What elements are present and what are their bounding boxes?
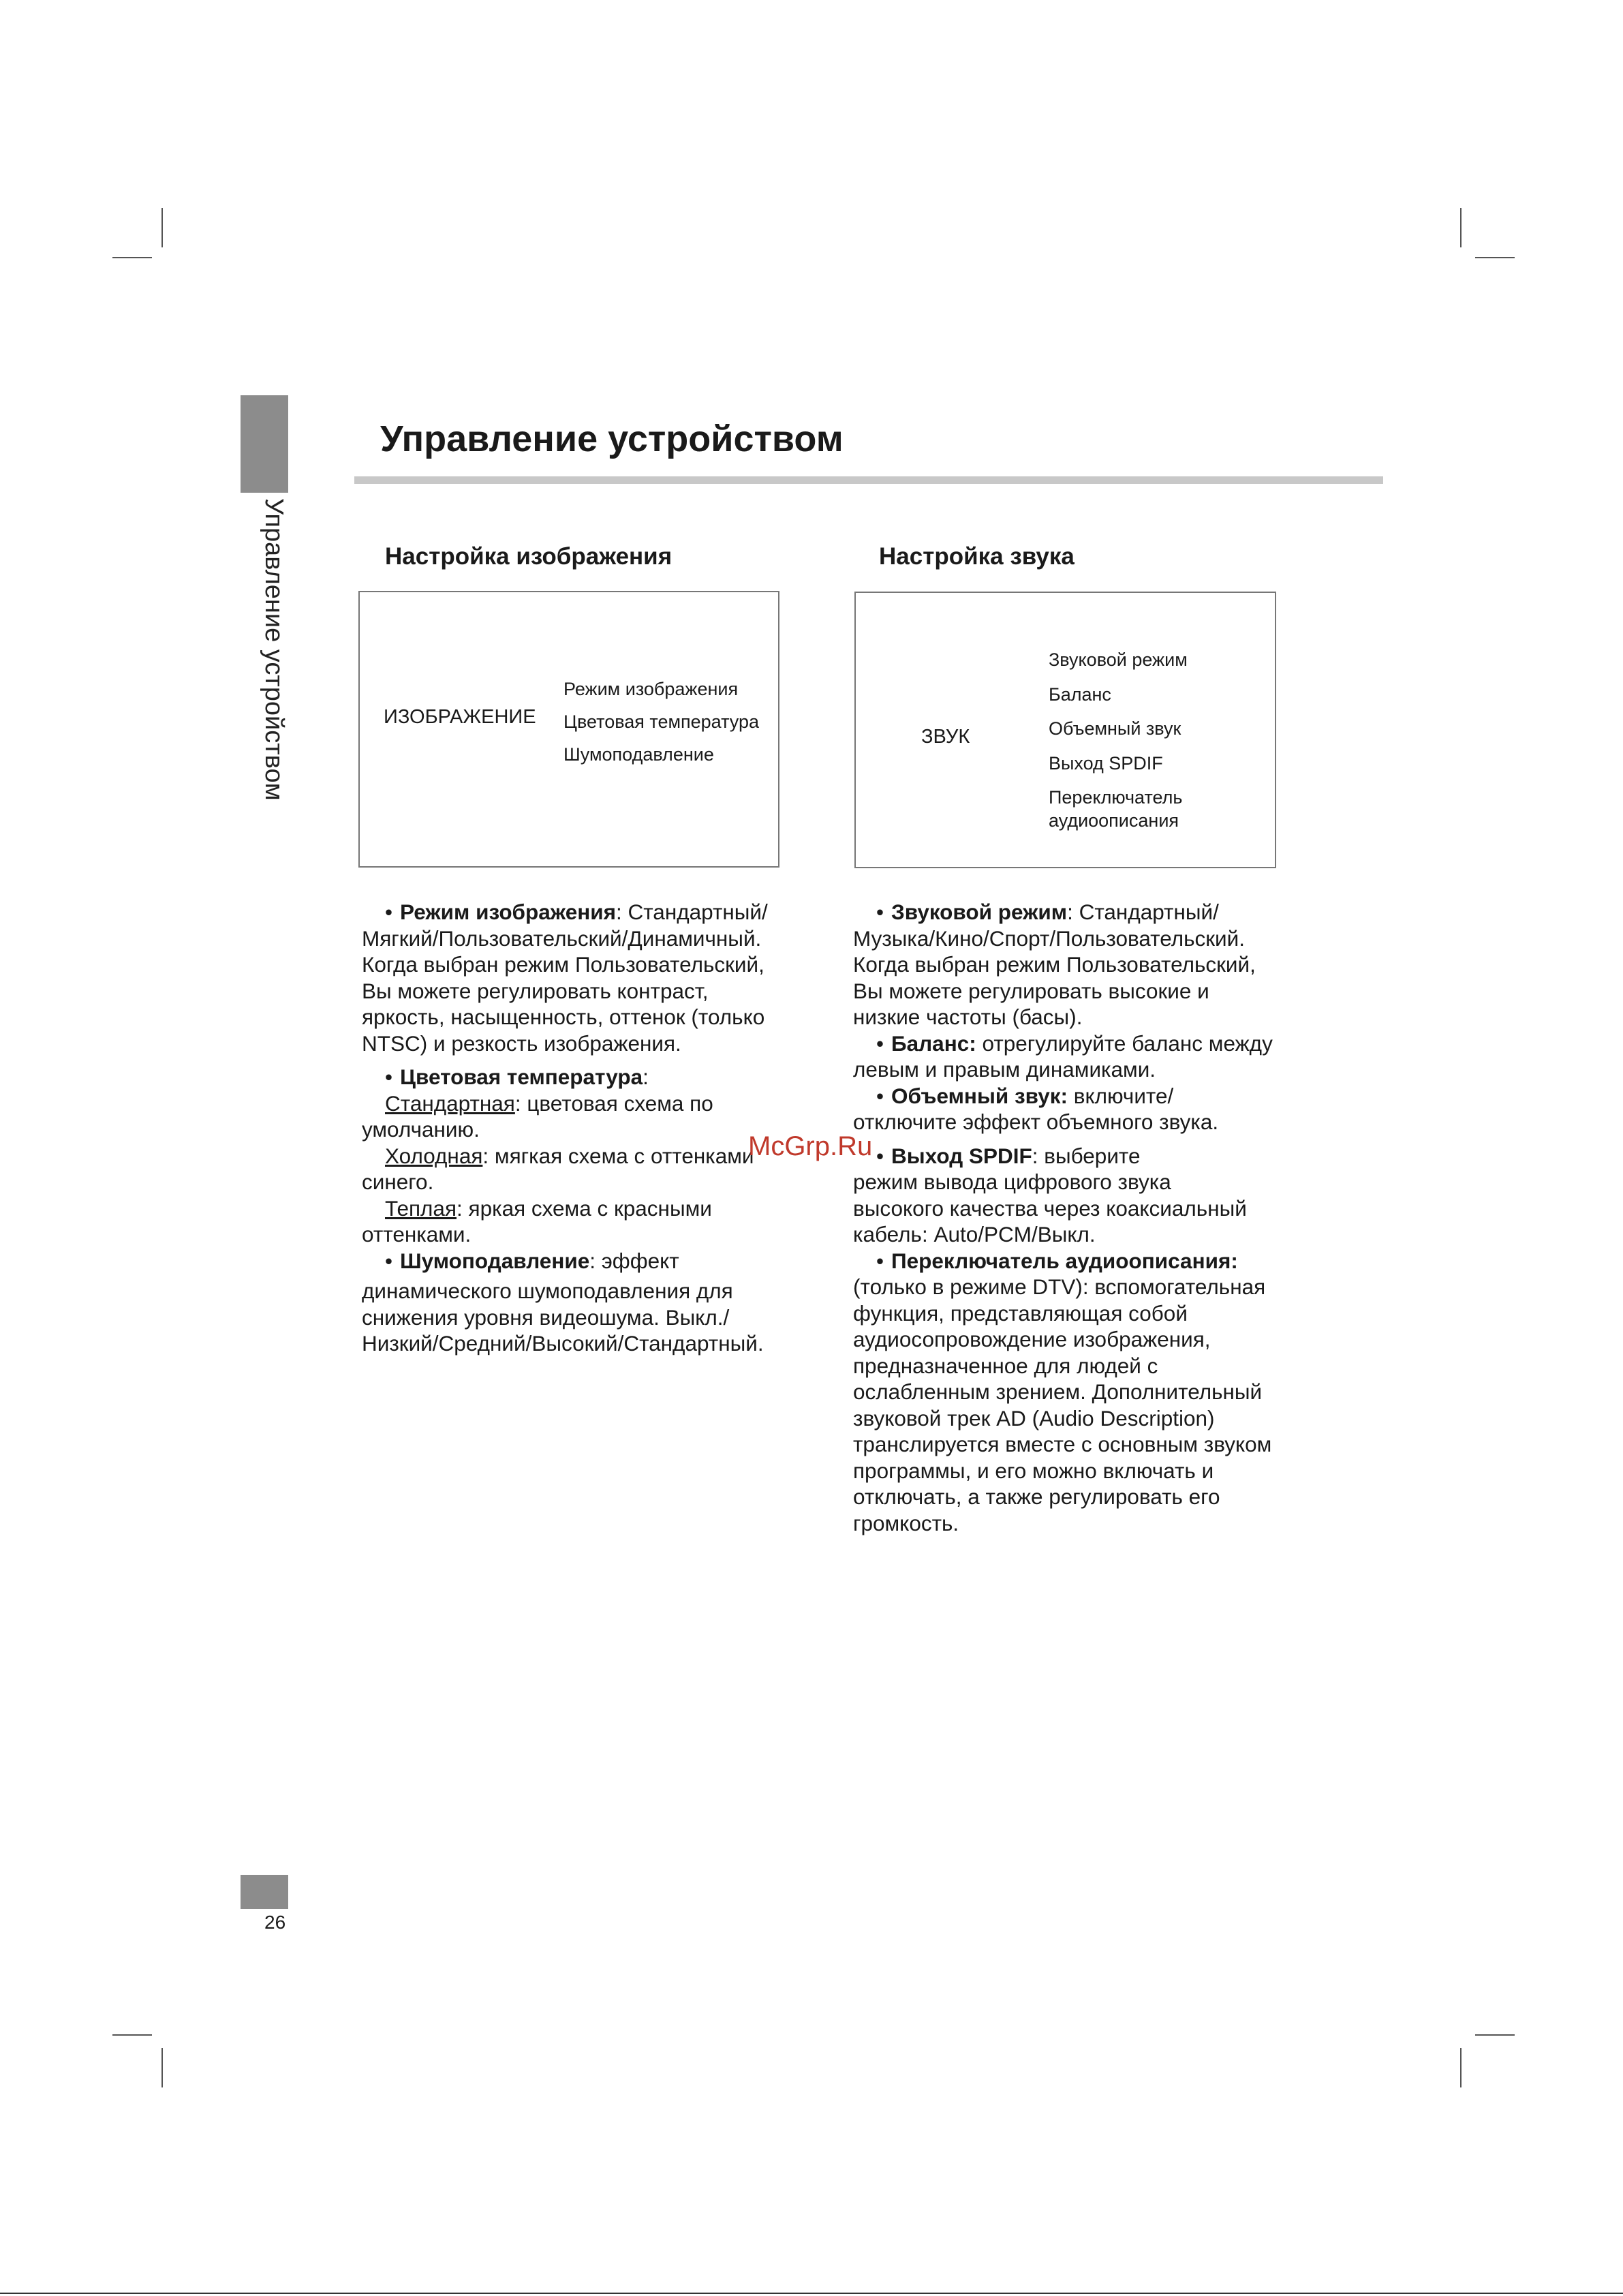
warm-term: Теплая: [385, 1195, 457, 1221]
audio-description-paragraph: • Переключатель аудиоописания: (только в режиме DTV): вспомогательная функция, представляющая собой аудиосопровождение изображения, предназначенное для людей с ослабленным зрением. Дополнительный звуковой трек AD (Audio Description) транслируется вместе с основным звуком программы, и его можно включать и отключать, а также регулировать его громкость.: [853, 1248, 1272, 1535]
crop-mark: [112, 2034, 152, 2036]
sound-menu-item: Звуковой режим: [1049, 649, 1188, 670]
crop-mark: [161, 2048, 163, 2087]
noise-reduction-term: Шумоподавление: [400, 1248, 590, 1273]
sound-menu-item: Объемный звук: [1049, 718, 1181, 739]
balance-term: Баланс:: [891, 1030, 976, 1056]
sound-menu-items: [1049, 643, 1188, 832]
sound-menu-item: аудиоописания: [1049, 810, 1179, 831]
sound-menu-root: ЗВУК: [921, 726, 970, 748]
picture-menu-diagram: [358, 591, 779, 868]
watermark: McGrp.Ru: [748, 1131, 873, 1161]
audio-description-term: Переключатель аудиоописания:: [891, 1248, 1238, 1273]
sound-settings-heading: Настройка звука: [879, 543, 1075, 570]
noise-reduction-paragraph: динамического шумоподавления для снижения уровня видеошума. Выкл./ Низкий/Средний/Высокий/Стандартный.: [362, 1279, 764, 1356]
sound-mode-term: Звуковой режим: [891, 900, 1068, 924]
picture-settings-heading: Настройка изображения: [385, 543, 673, 570]
title-divider: [354, 476, 1383, 484]
bullet: •: [876, 1083, 884, 1108]
sound-mode-paragraph: • Звуковой режим: Стандартный/ Музыка/Кино/Спорт/Пользовательский. Когда выбран режим Пользовательский, Вы можете регулировать высокие и низкие частоты (басы).: [853, 900, 1256, 1029]
picture-menu-root: ИЗОБРАЖЕНИЕ: [384, 706, 536, 728]
surround-term: Объемный звук:: [891, 1083, 1068, 1108]
crop-mark: [112, 257, 152, 258]
page-number: 26: [264, 1912, 286, 1933]
picture-menu-item: Шумоподавление: [563, 744, 714, 765]
picture-mode-paragraph: • Режим изображения: Стандартный/ Мягкий/Пользовательский/Динамичный. Когда выбран режим Пользовательский, Вы можете регулировать контраст, яркость, насыщенность, оттенок (только NTSC) и резкость изображения.: [362, 900, 768, 1056]
page-number-block: [241, 1875, 288, 1909]
bullet: •: [876, 1030, 884, 1056]
bullet: •: [876, 1248, 884, 1273]
sound-menu-diagram: [854, 592, 1276, 868]
spdif-paragraph: • Выход SPDIF: выберите режим вывода цифрового звука высокого качества через коаксиальный кабель: Auto/PCM/Выкл.: [853, 1143, 1247, 1246]
picture-mode-term: Режим изображения: [400, 900, 616, 924]
bullet: •: [876, 900, 884, 924]
sound-menu-item: Баланс: [1049, 684, 1111, 705]
crop-mark: [1460, 2048, 1462, 2087]
crop-mark: [161, 208, 163, 247]
bullet: •: [385, 1248, 393, 1273]
bullet: •: [385, 900, 393, 924]
crop-mark: [1475, 257, 1515, 258]
surround-paragraph: • Объемный звук: включите/ отключите эффект объемного звука.: [853, 1083, 1219, 1134]
page-title: Управление устройством: [380, 418, 844, 459]
crop-mark: [1460, 208, 1462, 247]
side-section-label: Управление устройством: [260, 498, 288, 801]
bottom-edge-line: [0, 2293, 1623, 2294]
color-temperature-paragraph: • Цветовая температура: Стандартная: цветовая схема по умолчанию. Холодная: мягкая схема с оттенками синего. Теплая: яркая схема с красными оттенками. • Шумоподавление: эффект: [362, 1065, 754, 1273]
spdif-term: Выход SPDIF: [891, 1143, 1032, 1168]
picture-menu-item: Цветовая температура: [563, 711, 760, 732]
standard-term: Стандартная: [385, 1090, 515, 1116]
bullet: •: [876, 1143, 884, 1168]
cold-term: Холодная: [385, 1143, 483, 1168]
sound-description: [853, 899, 1344, 1536]
crop-mark: [1475, 2034, 1515, 2036]
picture-menu-item: Режим изображения: [563, 679, 739, 699]
balance-paragraph: • Баланс: отрегулируйте баланс между левым и правым динамиками.: [853, 1030, 1273, 1082]
picture-menu-items: [563, 673, 759, 771]
bullet: •: [385, 1065, 393, 1089]
side-tab-block: [241, 395, 288, 493]
picture-description: [362, 899, 852, 1357]
sound-menu-item: Переключатель: [1049, 787, 1183, 808]
sound-menu-item: Выход SPDIF: [1049, 752, 1163, 774]
color-temperature-term: Цветовая температура: [400, 1065, 643, 1089]
